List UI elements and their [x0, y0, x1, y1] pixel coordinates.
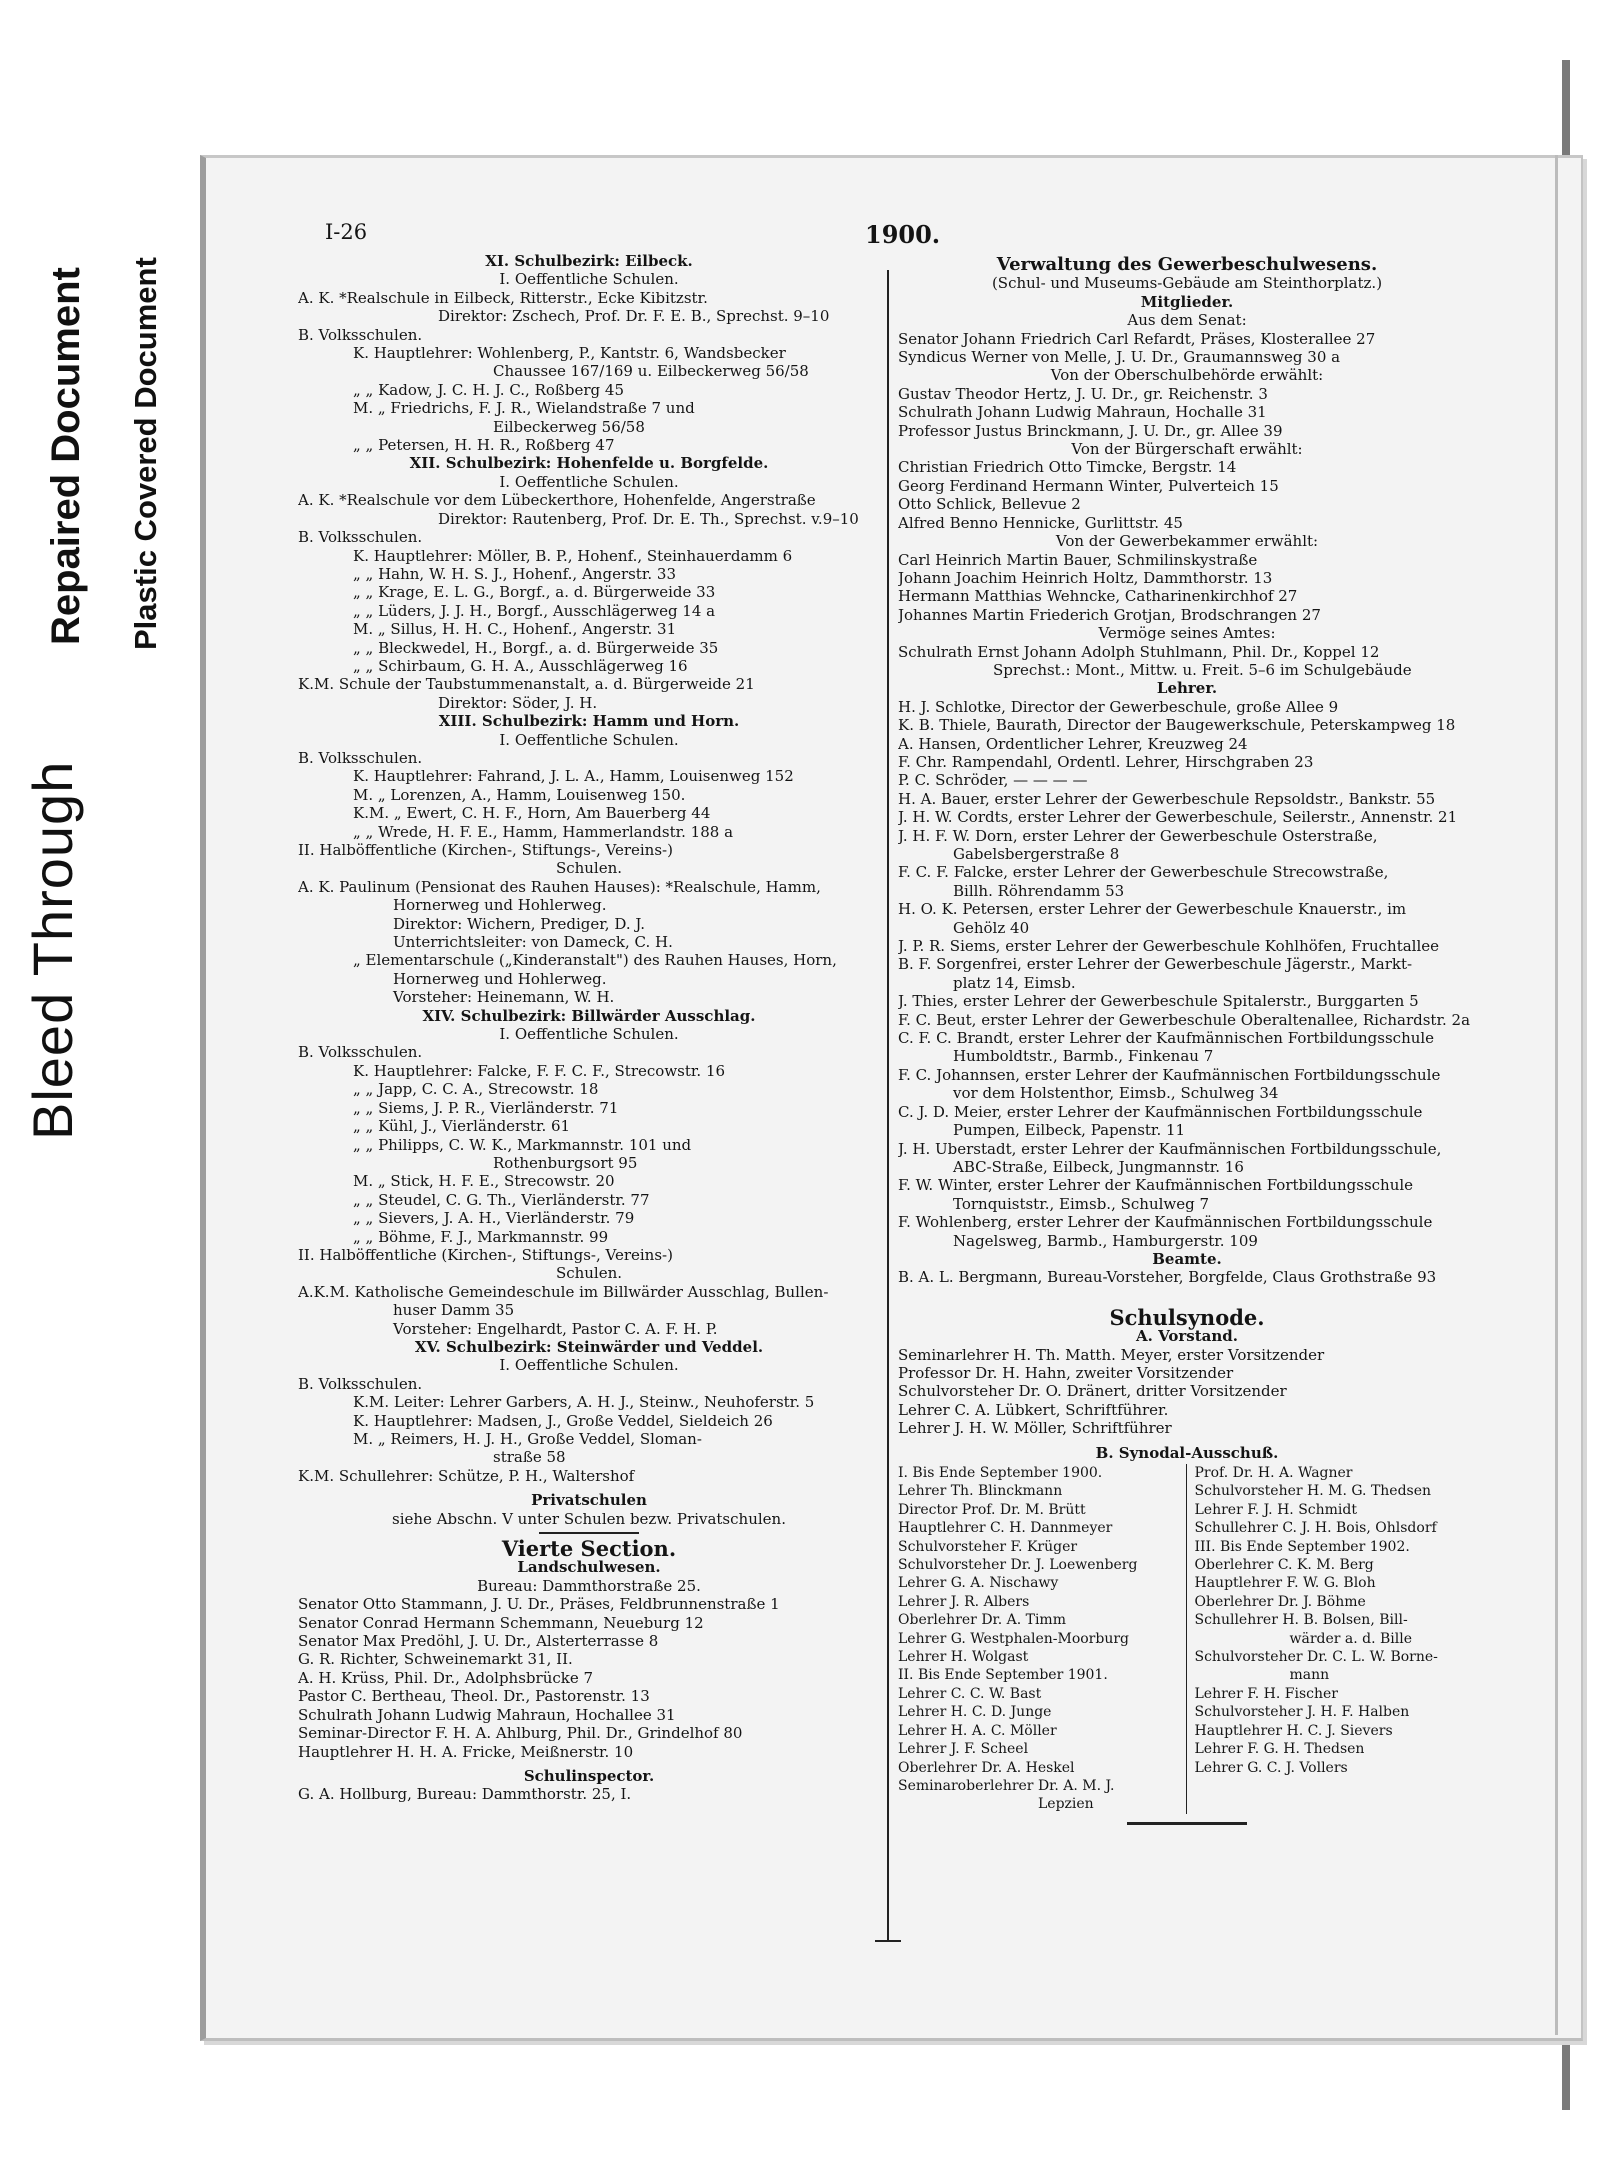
list-item: Sprechst.: Mont., Mittw. u. Freit. 5–6 im Schulgebäude: [993, 660, 1412, 679]
list-item: straße 58: [493, 1448, 566, 1467]
list-item: M. „ Lorenzen, A., Hamm, Louisenweg 150.: [353, 785, 686, 804]
list-item: F. Wohlenberg, erster Lehrer der Kaufmännischen Fortbildungsschule: [898, 1213, 1433, 1232]
list-item: Otto Schlick, Bellevue 2: [898, 495, 1081, 514]
list-item: Hauptlehrer C. H. Dannmeyer: [898, 1520, 1113, 1537]
landschulwesen-list: [298, 1595, 880, 1761]
list-item: II. Bis Ende September 1901.: [898, 1667, 1108, 1684]
list-item: C. J. D. Meier, erster Lehrer der Kaufmännischen Fortbildungsschule: [898, 1102, 1423, 1121]
section-xi-list: [298, 289, 880, 455]
list-item: Lehrer Th. Blinckmann: [898, 1483, 1063, 1500]
list-item: Eilbeckerweg 56/58: [493, 417, 645, 436]
list-item: Rothenburgsort 95: [493, 1153, 638, 1172]
list-item: Vorsteher: Engelhardt, Pastor C. A. F. H. P.: [393, 1319, 718, 1338]
list-item: Schulvorsteher H. M. G. Thedsen: [1194, 1483, 1432, 1500]
column-divider: [887, 270, 889, 1940]
buergerschaft-subheading: Von der Bürgerschaft erwählt:: [1071, 440, 1303, 459]
list-item: K.M. „ Ewert, C. H. F., Horn, Am Bauerberg 44: [353, 804, 711, 823]
list-item: J. H. W. Cordts, erster Lehrer der Gewerbeschule, Seilerstr., Annenstr. 21: [898, 808, 1458, 827]
list-item: K.M. Leiter: Lehrer Garbers, A. H. J., Steinw., Neuhoferstr. 5: [353, 1393, 815, 1412]
list-item: K. Hauptlehrer: Falcke, F. F. C. F., Strecowstr. 16: [353, 1061, 726, 1080]
section-xiv-list: [298, 1043, 880, 1338]
list-item: K. B. Thiele, Baurath, Director der Baugewerkschule, Peterskampweg 18: [898, 716, 1456, 735]
list-item: Chaussee 167/169 u. Eilbeckerweg 56/58: [493, 362, 809, 381]
plastic-covered-label: Plastic Covered Document: [128, 257, 163, 650]
list-item: F. C. Beut, erster Lehrer der Gewerbeschule Oberaltenallee, Richardstr. 2a: [898, 1010, 1471, 1029]
section-xii-list: [298, 491, 880, 712]
list-item: Senator Max Predöhl, J. U. Dr., Alsterterrasse 8: [298, 1632, 659, 1651]
list-item: Schulen.: [555, 859, 623, 878]
list-item: Lehrer J. F. Scheel: [898, 1741, 1029, 1758]
list-item: Professor Justus Brinckmann, J. U. Dr., gr. Allee 39: [898, 421, 1283, 440]
list-item: „ „ Petersen, H. H. R., Roßberg 47: [353, 436, 615, 455]
list-item: Senator Otto Stammann, J. U. Dr., Präses, Feldbrunnenstraße 1: [298, 1595, 780, 1614]
list-item: Schulvorsteher Dr. J. Loewenberg: [898, 1557, 1138, 1574]
list-item: Schulrath Johann Ludwig Mahraun, Hochallee 31: [298, 1705, 676, 1724]
bleed-through-label: Bleed Through: [21, 760, 84, 1140]
list-item: Prof. Dr. H. A. Wagner: [1194, 1465, 1353, 1481]
list-item: Lehrer C. A. Lübkert, Schriftführer.: [898, 1400, 1169, 1419]
list-item: Schulvorsteher F. Krüger: [898, 1538, 1078, 1555]
list-item: wärder a. d. Bille: [1289, 1630, 1413, 1647]
list-item: K. Hauptlehrer: Madsen, J., Große Veddel, Sieldeich 26: [353, 1411, 773, 1430]
section-xiv-title: XIV. Schulbezirk: Billwärder Ausschlag.: [422, 1006, 756, 1025]
list-item: K. Hauptlehrer: Möller, B. P., Hohenf., Steinhauerdamm 6: [353, 546, 793, 565]
ausschuss-right-column: [1187, 1464, 1477, 1814]
list-item: „ Elementarschule („Kinderanstalt") des Rauhen Hauses, Horn,: [353, 951, 837, 970]
list-item: Hornerweg und Hohlerweg.: [393, 896, 607, 915]
list-item: A. K. *Realschule vor dem Lübeckerthore, Hohenfelde, Angerstraße: [298, 491, 816, 510]
list-item: „ „ Bleckwedel, H., Borgf., a. d. Bürgerweide 35: [353, 638, 719, 657]
list-item: A. K. *Realschule in Eilbeck, Ritterstr., Ecke Kibitzstr.: [298, 288, 708, 307]
list-item: Oberlehrer Dr. J. Böhme: [1194, 1593, 1366, 1610]
vorstand-list: [898, 1346, 1476, 1438]
list-item: Hauptlehrer H. C. J. Sievers: [1194, 1722, 1393, 1739]
section-xv-subtitle: I. Oeffentliche Schulen.: [499, 1356, 679, 1375]
list-item: „ „ Hahn, W. H. S. J., Hohenf., Angerstr. 33: [353, 564, 676, 583]
beamte-line: B. A. L. Bergmann, Bureau-Vorsteher, Borgfelde, Claus Grothstraße 93: [898, 1268, 1437, 1287]
list-item: K.M. Schullehrer: Schütze, P. H., Waltershof: [298, 1466, 635, 1485]
list-item: Schulrath Ernst Johann Adolph Stuhlmann, Phil. Dr., Koppel 12: [898, 642, 1380, 661]
list-item: M. „ Reimers, H. J. H., Große Veddel, Sloman-: [353, 1430, 702, 1448]
list-item: J. P. R. Siems, erster Lehrer der Gewerbeschule Kohlhöfen, Fruchtallee: [898, 937, 1440, 956]
list-item: Direktor: Söder, J. H.: [438, 693, 598, 712]
list-item: Senator Johann Friedrich Carl Refardt, Präses, Klosterallee 27: [898, 329, 1376, 348]
scanner-label-strip: [0, 0, 190, 2177]
list-item: Nagelsweg, Barmb., Hamburgerstr. 109: [953, 1231, 1258, 1250]
list-item: M. „ Stick, H. F. E., Strecowstr. 20: [353, 1172, 615, 1191]
list-item: Lehrer J. H. W. Möller, Schriftführer: [898, 1419, 1172, 1438]
list-item: Vorsteher: Heinemann, W. H.: [393, 988, 615, 1007]
lehrer-list: [898, 698, 1476, 1250]
section-xi-title: XI. Schulbezirk: Eilbeck.: [485, 252, 693, 270]
column-divider-foot: [875, 1940, 901, 1942]
list-item: platz 14, Eimsb.: [953, 973, 1076, 992]
list-item: Tornquiststr., Eimsb., Schulweg 7: [953, 1194, 1210, 1213]
landschulwesen-title: Landschulwesen.: [517, 1558, 661, 1577]
landschulwesen-bureau: Bureau: Dammthorstraße 25.: [477, 1576, 701, 1595]
list-item: Hornerweg und Hohlerweg.: [393, 969, 607, 988]
list-item: B. Volksschulen.: [298, 1374, 423, 1393]
list-item: „ „ Kadow, J. C. H. J. C., Roßberg 45: [353, 380, 625, 399]
section-xiii-title: XIII. Schulbezirk: Hamm und Horn.: [438, 712, 740, 731]
list-item: Lehrer G. A. Nischawy: [898, 1575, 1059, 1592]
list-item: Carl Heinrich Martin Bauer, Schmilinskystraße: [898, 550, 1258, 569]
closing-rule: [1127, 1822, 1247, 1825]
list-item: B. Volksschulen.: [298, 325, 423, 344]
list-item: B. Volksschulen.: [298, 1043, 423, 1062]
list-item: vor dem Holstenthor, Eimsb., Schulweg 34: [953, 1084, 1279, 1103]
list-item: Gustav Theodor Hertz, J. U. Dr., gr. Reichenstr. 3: [898, 384, 1268, 403]
list-item: „ „ Krage, E. L. G., Borgf., a. d. Bürgerweide 33: [353, 583, 716, 602]
section-xii-subtitle: I. Oeffentliche Schulen.: [499, 472, 679, 491]
list-item: mann: [1289, 1667, 1330, 1684]
list-item: „ „ Japp, C. C. A., Strecowstr. 18: [353, 1080, 599, 1099]
year-heading: 1900.: [865, 220, 941, 249]
section-xi-subtitle: I. Oeffentliche Schulen.: [499, 270, 679, 289]
list-item: Hermann Matthias Wehncke, Catharinenkirchhof 27: [898, 587, 1298, 606]
right-column: [898, 252, 1476, 1833]
list-item: Lehrer F. G. H. Thedsen: [1194, 1741, 1365, 1758]
list-item: huser Damm 35: [393, 1301, 515, 1320]
list-item: Lehrer G. Westphalen-Moorburg: [898, 1630, 1129, 1647]
list-item: Gabelsbergerstraße 8: [953, 845, 1120, 863]
list-item: M. „ Friedrichs, F. J. R., Wielandstraße 7 und: [353, 399, 695, 418]
section-xiii-list: [298, 749, 880, 1007]
list-item: Schullehrer C. J. H. Bois, Ohlsdorf: [1194, 1520, 1437, 1537]
page-right-border: [1555, 155, 1558, 2035]
list-item: Lehrer F. H. Fischer: [1194, 1685, 1338, 1702]
list-item: Direktor: Zschech, Prof. Dr. F. E. B., Sprechst. 9–10: [438, 307, 830, 326]
list-item: Lehrer H. C. D. Junge: [898, 1704, 1052, 1721]
section-xii-title: XII. Schulbezirk: Hohenfelde u. Borgfelde.: [409, 454, 769, 473]
page-header: [325, 220, 1505, 250]
list-item: K. Hauptlehrer: Fahrand, J. L. A., Hamm, Louisenweg 152: [353, 767, 794, 786]
list-item: Georg Ferdinand Hermann Winter, Pulverteich 15: [898, 476, 1279, 495]
list-item: „ „ Kühl, J., Vierländerstr. 61: [353, 1117, 571, 1136]
list-item: „ „ Siems, J. P. R., Vierländerstr. 71: [353, 1098, 619, 1117]
list-item: A.K.M. Katholische Gemeindeschule im Billwärder Ausschlag, Bullen-: [298, 1282, 829, 1301]
list-item: „ „ Böhme, F. J., Markmannstr. 99: [353, 1227, 609, 1246]
amt-subheading: Vermöge seines Amtes:: [1098, 624, 1276, 643]
ausschuss-left-column: [898, 1464, 1187, 1814]
schulinspector-line: G. A. Hollburg, Bureau: Dammthorstr. 25, I.: [298, 1785, 632, 1804]
list-item: II. Halböffentliche (Kirchen-, Stiftungs-, Vereins-): [298, 1245, 673, 1264]
list-item: Gehölz 40: [953, 918, 1030, 937]
list-item: Alfred Benno Hennicke, Gurlittstr. 45: [898, 513, 1183, 532]
list-item: P. C. Schröder, — — — —: [898, 771, 1088, 790]
list-item: A. Hansen, Ordentlicher Lehrer, Kreuzweg 24: [898, 734, 1248, 753]
list-item: K. Hauptlehrer: Wohlenberg, P., Kantstr. 6, Wandsbecker: [353, 344, 786, 363]
list-item: F. Chr. Rampendahl, Ordentl. Lehrer, Hirschgraben 23: [898, 752, 1314, 771]
list-item: B. F. Sorgenfrei, erster Lehrer der Gewerbeschule Jägerstr., Markt-: [898, 955, 1413, 974]
list-item: J. H. Uberstadt, erster Lehrer der Kaufmännischen Fortbildungsschule,: [898, 1139, 1442, 1158]
list-item: Professor Dr. H. Hahn, zweiter Vorsitzender: [898, 1363, 1234, 1382]
list-item: C. F. C. Brandt, erster Lehrer der Kaufmännischen Fortbildungsschule: [898, 1029, 1435, 1048]
list-item: I. Bis Ende September 1900.: [898, 1465, 1103, 1481]
list-item: Direktor: Wichern, Prediger, D. J.: [393, 914, 645, 933]
list-item: Lehrer J. R. Albers: [898, 1593, 1030, 1610]
list-item: Hauptlehrer H. H. A. Fricke, Meißnerstr. 10: [298, 1742, 634, 1761]
list-item: ABC-Straße, Eilbeck, Jungmannstr. 16: [953, 1157, 1244, 1176]
section-xiii-subtitle: I. Oeffentliche Schulen.: [499, 730, 679, 749]
list-item: Billh. Röhrendamm 53: [953, 881, 1125, 900]
list-item: „ „ Lüders, J. J. H., Borgf., Ausschlägerweg 14 a: [353, 601, 716, 620]
list-item: Oberlehrer Dr. A. Timm: [898, 1612, 1066, 1629]
vorstand-title: A. Vorstand.: [1136, 1327, 1238, 1346]
list-item: Direktor: Rautenberg, Prof. Dr. E. Th., Sprechst. v.9–10: [438, 509, 859, 528]
list-item: Christian Friedrich Otto Timcke, Bergstr. 14: [898, 458, 1237, 477]
list-item: Pumpen, Eilbeck, Papenstr. 11: [953, 1121, 1186, 1140]
schulsynode-title: Schulsynode.: [1109, 1304, 1265, 1330]
list-item: Director Prof. Dr. M. Brütt: [898, 1501, 1086, 1518]
list-item: Schulen.: [555, 1264, 623, 1283]
verwaltung-subtitle: (Schul- und Museums-Gebäude am Steinthorplatz.): [991, 274, 1383, 293]
list-item: F. W. Winter, erster Lehrer der Kaufmännischen Fortbildungsschule: [898, 1176, 1414, 1195]
list-item: Seminaroberlehrer Dr. A. M. J.: [898, 1777, 1115, 1794]
list-item: Seminarlehrer H. Th. Matth. Meyer, erster Vorsitzender: [898, 1345, 1325, 1364]
list-item: Johann Joachim Heinrich Holtz, Dammthorstr. 13: [898, 568, 1273, 587]
list-item: Schulvorsteher J. H. F. Halben: [1194, 1704, 1410, 1721]
synodal-ausschuss-table: [898, 1464, 1476, 1814]
list-item: H. O. K. Petersen, erster Lehrer der Gewerbeschule Knauerstr., im: [898, 900, 1407, 919]
list-item: K.M. Schule der Taubstummenanstalt, a. d. Bürgerweide 21: [298, 675, 755, 694]
list-item: H. A. Bauer, erster Lehrer der Gewerbeschule Repsoldstr., Bankstr. 55: [898, 789, 1436, 808]
list-item: Schulrath Johann Ludwig Mahraun, Hochalle 31: [898, 403, 1267, 422]
list-item: F. C. Johannsen, erster Lehrer der Kaufmännischen Fortbildungsschule: [898, 1065, 1441, 1084]
list-item: Lepzien: [1038, 1796, 1094, 1813]
oberschulbehoerde-subheading: Von der Oberschulbehörde erwählt:: [1050, 366, 1324, 385]
repaired-document-label: Repaired Document: [44, 267, 88, 645]
list-item: B. Volksschulen.: [298, 748, 423, 767]
schulinspector-title: Schulinspector.: [523, 1766, 655, 1785]
list-item: Syndicus Werner von Melle, J. U. Dr., Graumannsweg 30 a: [898, 348, 1341, 367]
list-item: Lehrer H. A. C. Möller: [898, 1722, 1057, 1739]
list-item: Schulvorsteher Dr. O. Dränert, dritter Vorsitzender: [898, 1382, 1287, 1401]
left-column: [298, 252, 880, 1804]
list-item: A. H. Krüss, Phil. Dr., Adolphsbrücke 7: [298, 1668, 594, 1687]
list-item: Johannes Martin Friederich Grotjan, Brodschrangen 27: [898, 605, 1321, 624]
list-item: Oberlehrer C. K. M. Berg: [1194, 1557, 1374, 1574]
list-item: Schulvorsteher Dr. C. L. W. Borne-: [1194, 1649, 1438, 1666]
list-item: Humboldtstr., Barmb., Finkenau 7: [953, 1047, 1214, 1066]
list-item: Oberlehrer Dr. A. Heskel: [898, 1759, 1075, 1776]
lehrer-title: Lehrer.: [1156, 679, 1218, 698]
list-item: „ „ Schirbaum, G. H. A., Ausschlägerweg 16: [353, 656, 688, 675]
list-item: Pastor C. Bertheau, Theol. Dr., Pastorenstr. 13: [298, 1687, 650, 1706]
list-item: H. J. Schlotke, Director der Gewerbeschule, große Allee 9: [898, 697, 1339, 716]
list-item: „ „ Wrede, H. F. E., Hamm, Hammerlandstr. 188 a: [353, 822, 734, 841]
vierte-section-title: Vierte Section.: [501, 1536, 677, 1562]
list-item: III. Bis Ende September 1902.: [1194, 1538, 1410, 1555]
list-item: Lehrer C. C. W. Bast: [898, 1685, 1042, 1702]
list-item: Hauptlehrer F. W. G. Bloh: [1194, 1575, 1376, 1592]
list-item: G. R. Richter, Schweinemarkt 31, II.: [298, 1650, 573, 1669]
list-item: Lehrer G. C. J. Vollers: [1194, 1759, 1348, 1776]
privatschulen-note: siehe Abschn. V unter Schulen bezw. Privatschulen.: [392, 1509, 786, 1528]
list-item: Schullehrer H. B. Bolsen, Bill-: [1194, 1612, 1408, 1629]
section-xv-list: [298, 1375, 880, 1485]
verwaltung-title: Verwaltung des Gewerbeschulwesens.: [996, 254, 1378, 275]
mitglieder-title: Mitglieder.: [1140, 292, 1234, 311]
list-item: „ „ Sievers, J. A. H., Vierländerstr. 79: [353, 1209, 635, 1228]
list-item: Lehrer H. Wolgast: [898, 1649, 1029, 1666]
list-item: II. Halböffentliche (Kirchen-, Stiftungs-, Vereins-): [298, 841, 673, 859]
synodal-ausschuss-title: B. Synodal-Ausschuß.: [1095, 1443, 1279, 1462]
gewerbekammer-subheading: Von der Gewerbekammer erwählt:: [1055, 532, 1319, 551]
beamte-title: Beamte.: [1152, 1249, 1222, 1268]
list-item: B. Volksschulen.: [298, 528, 423, 547]
section-xiv-subtitle: I. Oeffentliche Schulen.: [499, 1025, 679, 1044]
list-item: Senator Conrad Hermann Schemmann, Neueburg 12: [298, 1613, 704, 1632]
list-item: F. C. F. Falcke, erster Lehrer der Gewerbeschule Strecowstraße,: [898, 863, 1389, 882]
list-item: Seminar-Director F. H. A. Ahlburg, Phil. Dr., Grindelhof 80: [298, 1724, 743, 1743]
section-rule: [539, 1532, 639, 1534]
list-item: M. „ Sillus, H. H. C., Hohenf., Angerstr. 31: [353, 620, 677, 639]
list-item: Unterrichtsleiter: von Dameck, C. H.: [393, 933, 673, 952]
list-item: Lehrer F. J. H. Schmidt: [1194, 1501, 1357, 1518]
list-item: J. Thies, erster Lehrer der Gewerbeschule Spitalerstr., Burggarten 5: [898, 992, 1419, 1011]
list-item: „ „ Philipps, C. W. K., Markmannstr. 101 und: [353, 1135, 692, 1154]
section-xv-title: XV. Schulbezirk: Steinwärder und Veddel.: [414, 1337, 764, 1356]
page-number: I-26: [325, 220, 368, 244]
list-item: „ „ Steudel, C. G. Th., Vierländerstr. 77: [353, 1190, 650, 1209]
list-item: J. H. F. W. Dorn, erster Lehrer der Gewerbeschule Osterstraße,: [898, 826, 1378, 845]
privatschulen-title: Privatschulen: [531, 1491, 647, 1510]
senat-subheading: Aus dem Senat:: [1127, 311, 1247, 330]
list-item: A. K. Paulinum (Pensionat des Rauhen Hauses): *Realschule, Hamm,: [298, 877, 821, 896]
